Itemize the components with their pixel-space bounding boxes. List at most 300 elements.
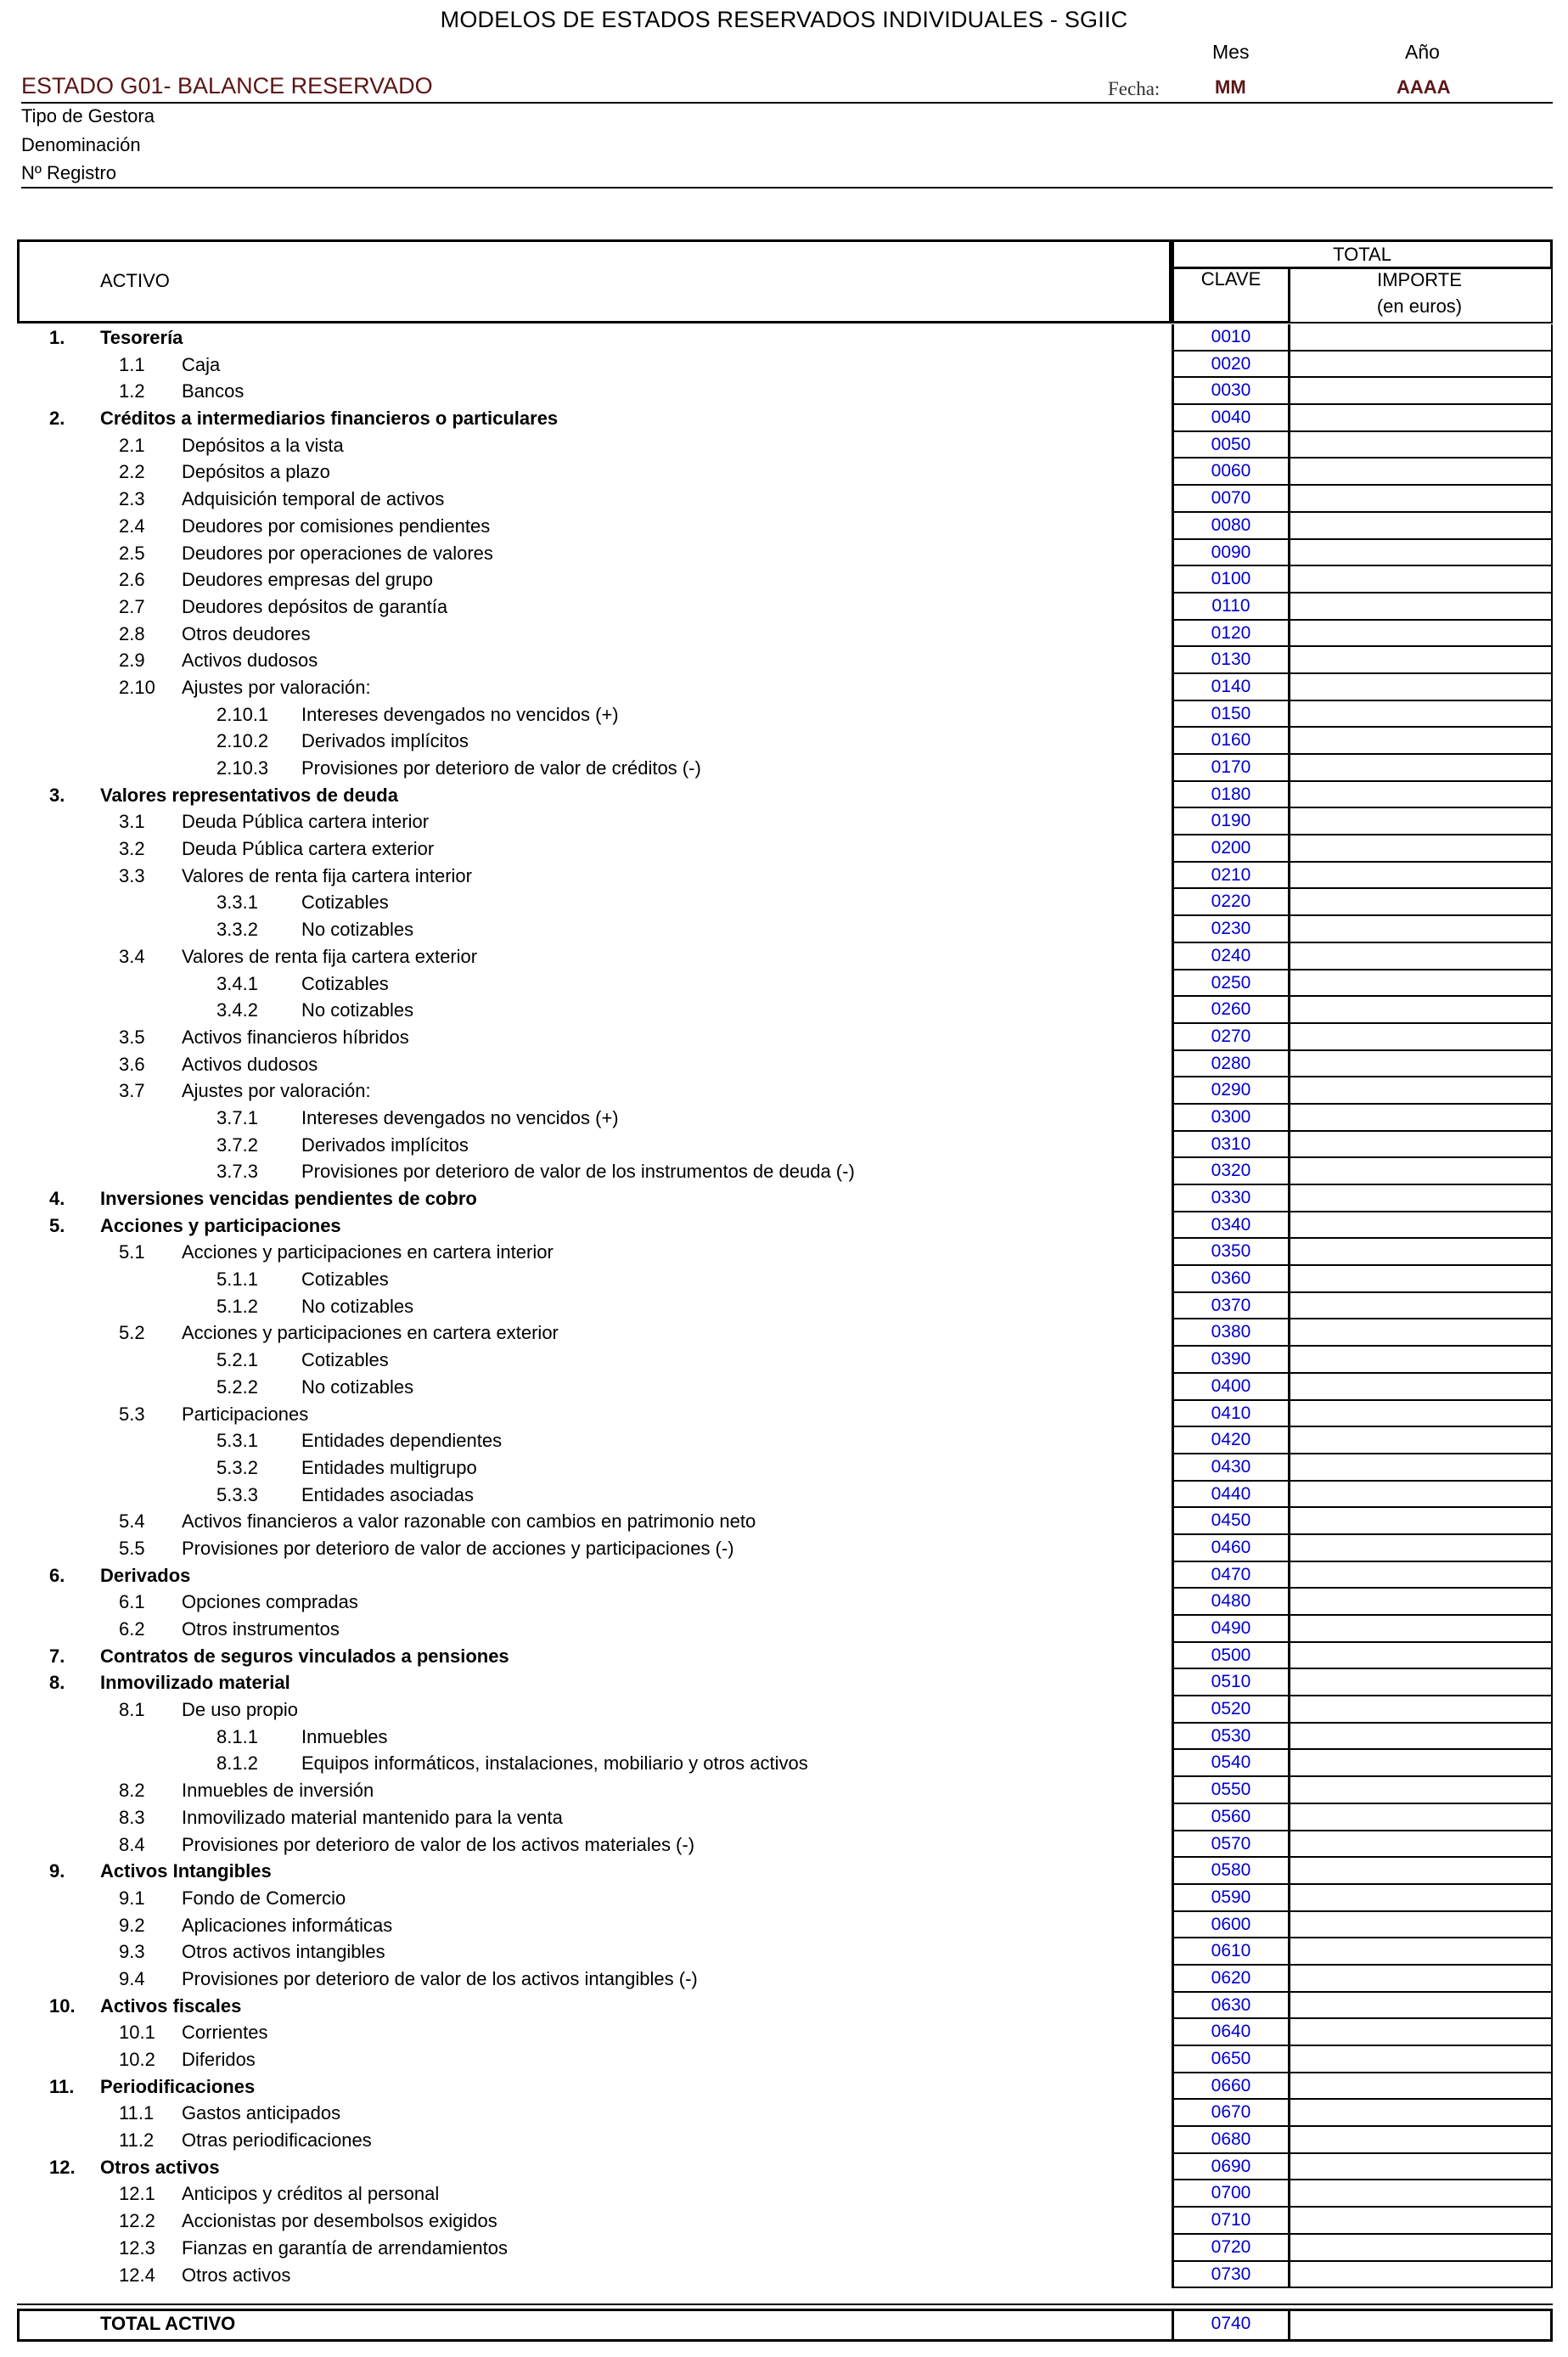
row-clave: 0480 — [1172, 1589, 1290, 1616]
row-importe-cell[interactable] — [1288, 863, 1553, 890]
row-importe-cell[interactable] — [1288, 1077, 1553, 1105]
row-label: Derivados — [100, 1564, 191, 1586]
row-label: Ajustes por valoración: — [182, 1080, 371, 1102]
table-row — [0, 863, 1568, 890]
row-importe-cell[interactable] — [1288, 701, 1553, 728]
row-importe-cell[interactable] — [1288, 1508, 1553, 1535]
row-importe-cell[interactable] — [1288, 1993, 1553, 2020]
row-label: Derivados implícitos — [301, 1133, 469, 1156]
row-label: Créditos a intermediarios financieros o particulares — [100, 408, 559, 430]
fecha-label: Fecha: — [1108, 78, 1161, 99]
row-clave: 0470 — [1172, 1562, 1290, 1589]
row-importe-cell[interactable] — [1288, 2180, 1553, 2208]
row-label: Entidades multigrupo — [301, 1456, 477, 1478]
row-importe-cell[interactable] — [1288, 2235, 1553, 2262]
row-label: Aplicaciones informáticas — [182, 1914, 393, 1936]
row-number: 8.1.1 — [216, 1725, 258, 1747]
row-importe-cell[interactable] — [1288, 1885, 1553, 1912]
row-importe-cell[interactable] — [1288, 2100, 1553, 2127]
table-row — [0, 1535, 1568, 1562]
row-clave: 0230 — [1172, 916, 1290, 943]
table-row — [0, 1885, 1568, 1912]
row-importe-cell[interactable] — [1288, 486, 1553, 513]
row-clave: 0030 — [1172, 378, 1290, 405]
row-clave: 0640 — [1172, 2019, 1290, 2046]
row-label: Deuda Pública cartera interior — [182, 811, 430, 833]
row-importe-cell[interactable] — [1288, 970, 1553, 998]
row-label: Valores de renta fija cartera interior — [182, 864, 472, 886]
importe-unit: (en euros) — [1376, 295, 1463, 317]
row-importe-cell[interactable] — [1288, 1319, 1553, 1347]
table-row — [0, 728, 1568, 755]
table-row — [0, 997, 1568, 1024]
row-importe-cell[interactable] — [1288, 1696, 1553, 1724]
row-clave: 0720 — [1172, 2235, 1290, 2262]
row-number: 5.3.2 — [216, 1456, 258, 1478]
table-row — [0, 1454, 1568, 1482]
header-divider — [21, 102, 1553, 104]
row-number: 10.2 — [119, 2049, 155, 2070]
row-number: 2.2 — [119, 461, 145, 483]
row-number: 3.1 — [119, 811, 145, 833]
row-number: 8. — [49, 1672, 65, 1694]
row-importe-cell[interactable] — [1288, 1239, 1553, 1266]
row-importe-cell[interactable] — [1288, 1858, 1553, 1885]
row-clave: 0560 — [1172, 1804, 1290, 1831]
row-clave: 0160 — [1172, 728, 1290, 755]
row-clave: 0340 — [1172, 1212, 1290, 1240]
table-row — [0, 1293, 1568, 1320]
row-importe-cell[interactable] — [1288, 2127, 1553, 2154]
row-clave: 0330 — [1172, 1185, 1290, 1212]
table-row — [0, 486, 1568, 513]
row-label: De uso propio — [182, 1699, 298, 1721]
row-clave: 0440 — [1172, 1482, 1290, 1509]
row-importe-cell[interactable] — [1288, 835, 1553, 863]
row-importe-cell[interactable] — [1288, 916, 1553, 943]
table-row — [0, 1966, 1568, 1993]
total-separator — [17, 2304, 1553, 2305]
row-importe-cell[interactable] — [1288, 1589, 1553, 1616]
row-importe-cell[interactable] — [1288, 2154, 1553, 2181]
row-clave: 0070 — [1172, 486, 1290, 513]
row-number: 2.1 — [119, 434, 145, 456]
row-importe-cell[interactable] — [1288, 1347, 1553, 1374]
table-row — [0, 1051, 1568, 1078]
row-number: 8.3 — [119, 1806, 145, 1828]
row-label: No cotizables — [301, 1375, 414, 1398]
table-row — [0, 1912, 1568, 1939]
row-importe-cell[interactable] — [1288, 1105, 1553, 1132]
row-importe-cell[interactable] — [1288, 2046, 1553, 2073]
row-label: Anticipos y créditos al personal — [182, 2183, 440, 2205]
table-row — [0, 1993, 1568, 2020]
row-label: Provisiones por deterioro de valor de los activos intangibles (-) — [182, 1967, 698, 1989]
row-clave: 0200 — [1172, 835, 1290, 863]
table-row — [0, 835, 1568, 863]
row-label: Inmuebles de inversión — [182, 1780, 374, 1802]
table-row — [0, 1185, 1568, 1212]
row-clave: 0380 — [1172, 1319, 1290, 1347]
row-number: 5.1.1 — [216, 1269, 258, 1291]
row-importe-cell[interactable] — [1288, 1212, 1553, 1240]
row-number: 6. — [49, 1564, 65, 1586]
table-row — [0, 1427, 1568, 1454]
row-number: 11.1 — [119, 2102, 155, 2124]
row-clave: 0360 — [1172, 1266, 1290, 1293]
row-clave: 0020 — [1172, 352, 1290, 379]
row-number: 5.2.1 — [216, 1349, 258, 1371]
table-row — [0, 566, 1568, 593]
balance-rows — [0, 324, 1568, 2288]
row-clave: 0140 — [1172, 674, 1290, 701]
clave-header: CLAVE — [1172, 267, 1290, 323]
row-clave: 0630 — [1172, 1993, 1290, 2020]
row-importe-cell[interactable] — [1288, 1293, 1553, 1320]
row-importe-cell[interactable] — [1288, 647, 1553, 674]
row-number: 9.3 — [119, 1941, 145, 1963]
row-label: No cotizables — [301, 1295, 414, 1317]
row-importe-cell[interactable] — [1288, 324, 1553, 352]
table-row — [0, 1831, 1568, 1859]
row-number: 12.3 — [119, 2236, 155, 2259]
row-importe-cell[interactable] — [1288, 1454, 1553, 1482]
row-importe-cell[interactable] — [1288, 1616, 1553, 1643]
table-row — [0, 540, 1568, 567]
table-row — [0, 1319, 1568, 1347]
row-importe-cell[interactable] — [1288, 1158, 1553, 1185]
row-number: 3.7 — [119, 1080, 145, 1102]
row-number: 5.1.2 — [216, 1295, 258, 1317]
row-number: 2.9 — [119, 650, 145, 672]
table-header-activo — [17, 239, 1172, 323]
row-importe-cell[interactable] — [1288, 458, 1553, 486]
table-row — [0, 1024, 1568, 1051]
row-importe-cell[interactable] — [1288, 1535, 1553, 1562]
row-importe-cell[interactable] — [1288, 2073, 1553, 2101]
row-clave: 0430 — [1172, 1454, 1290, 1482]
row-clave: 0490 — [1172, 1616, 1290, 1643]
row-number: 2.10.2 — [216, 730, 269, 752]
mes-value[interactable]: MM — [1215, 76, 1246, 98]
table-row — [0, 2235, 1568, 2262]
row-importe-cell[interactable] — [1288, 1374, 1553, 1401]
row-clave: 0420 — [1172, 1427, 1290, 1454]
row-importe-cell[interactable] — [1288, 432, 1553, 459]
table-row — [0, 1616, 1568, 1643]
total-importe-cell[interactable] — [1288, 2309, 1553, 2342]
row-number: 2. — [49, 408, 65, 430]
row-label: Cotizables — [301, 892, 389, 914]
row-number: 8.1.2 — [216, 1752, 258, 1775]
row-clave: 0220 — [1172, 889, 1290, 916]
row-label: Inversiones vencidas pendientes de cobro — [100, 1188, 477, 1209]
row-number: 8.4 — [119, 1833, 145, 1855]
row-number: 9.4 — [119, 1967, 145, 1989]
row-importe-cell[interactable] — [1288, 1562, 1553, 1589]
row-clave: 0530 — [1172, 1724, 1290, 1751]
row-importe-cell[interactable] — [1288, 566, 1553, 593]
row-number: 2.10.3 — [216, 757, 269, 779]
table-row — [0, 2208, 1568, 2235]
row-importe-cell[interactable] — [1288, 1912, 1553, 1939]
row-importe-cell[interactable] — [1288, 1643, 1553, 1670]
row-clave: 0250 — [1172, 970, 1290, 998]
row-importe-cell[interactable] — [1288, 2019, 1553, 2046]
row-importe-cell[interactable] — [1288, 621, 1553, 648]
row-clave: 0090 — [1172, 540, 1290, 567]
row-number: 3.3 — [119, 864, 145, 886]
row-label: Provisiones por deterioro de valor de acciones y participaciones (-) — [182, 1537, 734, 1559]
row-number: 3.3.2 — [216, 919, 258, 941]
document-title: MODELOS DE ESTADOS RESERVADOS INDIVIDUALES - SGIIC — [440, 7, 1128, 32]
row-importe-cell[interactable] — [1288, 352, 1553, 379]
row-clave: 0550 — [1172, 1777, 1290, 1804]
row-clave: 0260 — [1172, 997, 1290, 1024]
row-label: Activos financieros a valor razonable con cambios en patrimonio neto — [182, 1510, 756, 1533]
row-importe-cell[interactable] — [1288, 674, 1553, 701]
table-row — [0, 2127, 1568, 2154]
row-importe-cell[interactable] — [1288, 943, 1553, 970]
row-number: 10.1 — [119, 2022, 155, 2044]
row-clave: 0620 — [1172, 1966, 1290, 1993]
table-row — [0, 1589, 1568, 1616]
table-row — [0, 1077, 1568, 1105]
row-clave: 0580 — [1172, 1858, 1290, 1885]
row-clave: 0240 — [1172, 943, 1290, 970]
row-number: 2.6 — [119, 569, 145, 591]
row-label: Otros activos intangibles — [182, 1941, 385, 1963]
row-number: 3.4.1 — [216, 972, 258, 994]
total-label: TOTAL ACTIVO — [100, 2313, 236, 2334]
row-importe-cell[interactable] — [1288, 808, 1553, 835]
table-row — [0, 1266, 1568, 1293]
row-number: 8.1 — [119, 1699, 145, 1721]
row-label: Intereses devengados no vencidos (+) — [301, 703, 619, 725]
table-row — [0, 2180, 1568, 2208]
row-clave: 0680 — [1172, 2127, 1290, 2154]
row-importe-cell[interactable] — [1288, 2262, 1553, 2289]
row-label: Activos fiscales — [100, 1994, 242, 2017]
table-row — [0, 621, 1568, 648]
row-importe-cell[interactable] — [1288, 1482, 1553, 1509]
table-row — [0, 808, 1568, 835]
row-label: Tesorería — [100, 327, 183, 348]
row-label: Periodificaciones — [100, 2075, 256, 2097]
row-number: 3.5 — [119, 1026, 145, 1048]
row-number: 3.6 — [119, 1053, 145, 1075]
row-importe-cell[interactable] — [1288, 405, 1553, 432]
row-label: Otros activos — [182, 2264, 291, 2286]
row-label: Accionistas por desembolsos exigidos — [182, 2210, 497, 2232]
row-label: Valores de renta fija cartera exterior — [182, 945, 478, 967]
table-row — [0, 1239, 1568, 1266]
row-clave: 0320 — [1172, 1158, 1290, 1185]
row-label: Inmovilizado material — [100, 1672, 290, 1694]
table-row — [0, 1938, 1568, 1966]
table-row — [0, 1347, 1568, 1374]
row-label: Intereses devengados no vencidos (+) — [301, 1106, 619, 1128]
row-number: 3.2 — [119, 838, 145, 860]
row-label: Equipos informáticos, instalaciones, mobiliario y otros activos — [301, 1752, 808, 1775]
row-importe-cell[interactable] — [1288, 782, 1553, 809]
table-row — [0, 1724, 1568, 1751]
row-clave: 0060 — [1172, 458, 1290, 486]
anio-value[interactable]: AAAA — [1397, 76, 1451, 98]
table-row — [0, 2019, 1568, 2046]
row-label: Cotizables — [301, 1269, 389, 1291]
row-number: 5.3.3 — [216, 1483, 258, 1505]
table-row — [0, 970, 1568, 998]
row-importe-cell[interactable] — [1288, 593, 1553, 621]
row-number: 5. — [49, 1214, 65, 1236]
tipo-gestora-label: Tipo de Gestora — [21, 105, 155, 127]
row-label: Activos dudosos — [182, 1053, 318, 1075]
row-number: 11. — [49, 2075, 75, 2097]
row-label: Cotizables — [301, 972, 389, 994]
row-number: 12. — [49, 2156, 76, 2178]
table-row — [0, 1804, 1568, 1831]
row-label: No cotizables — [301, 999, 414, 1021]
row-importe-cell[interactable] — [1288, 1750, 1553, 1777]
row-label: Depósitos a la vista — [182, 434, 344, 456]
row-number: 2.7 — [119, 595, 145, 617]
row-label: Entidades asociadas — [301, 1483, 475, 1505]
table-row — [0, 1858, 1568, 1885]
table-row — [0, 2262, 1568, 2289]
row-label: Provisiones por deterioro de valor de créditos (-) — [301, 757, 701, 779]
row-label: Activos Intangibles — [100, 1860, 272, 1882]
table-row — [0, 701, 1568, 728]
row-number: 8.2 — [119, 1780, 145, 1802]
table-row — [0, 889, 1568, 916]
row-clave: 0130 — [1172, 647, 1290, 674]
row-number: 3.7.3 — [216, 1161, 258, 1183]
table-row — [0, 1669, 1568, 1696]
row-number: 1.2 — [119, 380, 145, 402]
row-clave: 0500 — [1172, 1643, 1290, 1670]
row-label: Adquisición temporal de activos — [182, 488, 445, 510]
row-importe-cell[interactable] — [1288, 1831, 1553, 1859]
row-clave: 0210 — [1172, 863, 1290, 890]
row-label: Participaciones — [182, 1403, 309, 1425]
row-label: Otros instrumentos — [182, 1618, 340, 1640]
row-number: 3.4.2 — [216, 999, 258, 1021]
row-importe-cell[interactable] — [1288, 997, 1553, 1024]
row-importe-cell[interactable] — [1288, 728, 1553, 755]
table-row — [0, 458, 1568, 486]
row-clave: 0280 — [1172, 1051, 1290, 1078]
row-clave: 0460 — [1172, 1535, 1290, 1562]
row-clave: 0120 — [1172, 621, 1290, 648]
row-importe-cell[interactable] — [1288, 1804, 1553, 1831]
row-importe-cell[interactable] — [1288, 1427, 1553, 1454]
row-importe-cell[interactable] — [1288, 1185, 1553, 1212]
row-clave: 0370 — [1172, 1293, 1290, 1320]
row-number: 3.7.1 — [216, 1106, 258, 1128]
row-label: Deuda Pública cartera exterior — [182, 838, 435, 860]
row-number: 12.4 — [119, 2264, 155, 2286]
row-clave: 0610 — [1172, 1938, 1290, 1966]
row-clave: 0670 — [1172, 2100, 1290, 2127]
table-row — [0, 2073, 1568, 2101]
row-number: 3.3.1 — [216, 892, 258, 914]
row-label: Provisiones por deterioro de valor de los activos materiales (-) — [182, 1833, 695, 1855]
table-row — [0, 1212, 1568, 1240]
table-row — [0, 2100, 1568, 2127]
total-header: TOTAL — [1172, 239, 1553, 269]
table-row — [0, 1132, 1568, 1159]
row-clave: 0170 — [1172, 755, 1290, 782]
row-clave: 0180 — [1172, 782, 1290, 809]
row-number: 12.2 — [119, 2210, 155, 2232]
row-importe-cell[interactable] — [1288, 1724, 1553, 1751]
table-row — [0, 2046, 1568, 2073]
row-label: Deudores empresas del grupo — [182, 569, 433, 591]
total-clave: 0740 — [1172, 2309, 1290, 2342]
row-importe-cell[interactable] — [1288, 1777, 1553, 1804]
row-importe-cell[interactable] — [1288, 1669, 1553, 1696]
row-label: Otros activos — [100, 2156, 220, 2178]
row-number: 5.4 — [119, 1510, 145, 1533]
row-label: Inmovilizado material mantenido para la venta — [182, 1806, 563, 1828]
row-clave: 0410 — [1172, 1401, 1290, 1428]
row-label: Deudores por operaciones de valores — [182, 542, 493, 564]
table-row — [0, 1105, 1568, 1132]
row-label: Diferidos — [182, 2049, 256, 2070]
table-row — [0, 1158, 1568, 1185]
row-importe-cell[interactable] — [1288, 2208, 1553, 2235]
table-row — [0, 674, 1568, 701]
table-row — [0, 755, 1568, 782]
row-importe-cell[interactable] — [1288, 1024, 1553, 1051]
row-number: 10. — [49, 1994, 76, 2017]
row-number: 6.1 — [119, 1591, 145, 1613]
table-row — [0, 916, 1568, 943]
row-importe-cell[interactable] — [1288, 889, 1553, 916]
row-importe-cell[interactable] — [1288, 1051, 1553, 1078]
row-label: Provisiones por deterioro de valor de los instrumentos de deuda (-) — [301, 1161, 855, 1183]
row-number: 5.2 — [119, 1322, 145, 1344]
row-importe-cell[interactable] — [1288, 513, 1553, 540]
table-row — [0, 432, 1568, 459]
activo-label: ACTIVO — [100, 270, 170, 291]
row-label: Inmuebles — [301, 1725, 388, 1747]
table-row — [0, 1750, 1568, 1777]
denominacion-label: Denominación — [21, 134, 141, 155]
row-importe-cell[interactable] — [1288, 1966, 1553, 1993]
row-importe-cell[interactable] — [1288, 1132, 1553, 1159]
row-importe-cell[interactable] — [1288, 755, 1553, 782]
row-importe-cell[interactable] — [1288, 1266, 1553, 1293]
row-number: 9.1 — [119, 1887, 145, 1909]
row-importe-cell[interactable] — [1288, 540, 1553, 567]
row-label: No cotizables — [301, 919, 414, 941]
row-importe-cell[interactable] — [1288, 1938, 1553, 1966]
row-label: Opciones compradas — [182, 1591, 358, 1613]
row-importe-cell[interactable] — [1288, 1401, 1553, 1428]
registro-label: Nº Registro — [21, 162, 116, 183]
row-label: Activos financieros híbridos — [182, 1026, 409, 1048]
row-number: 5.5 — [119, 1537, 145, 1559]
row-label: Cotizables — [301, 1349, 389, 1371]
row-clave: 0520 — [1172, 1696, 1290, 1724]
row-number: 5.3.1 — [216, 1430, 258, 1452]
row-number: 11.2 — [119, 2129, 155, 2152]
table-row — [0, 1696, 1568, 1724]
row-importe-cell[interactable] — [1288, 378, 1553, 405]
table-row — [0, 782, 1568, 809]
